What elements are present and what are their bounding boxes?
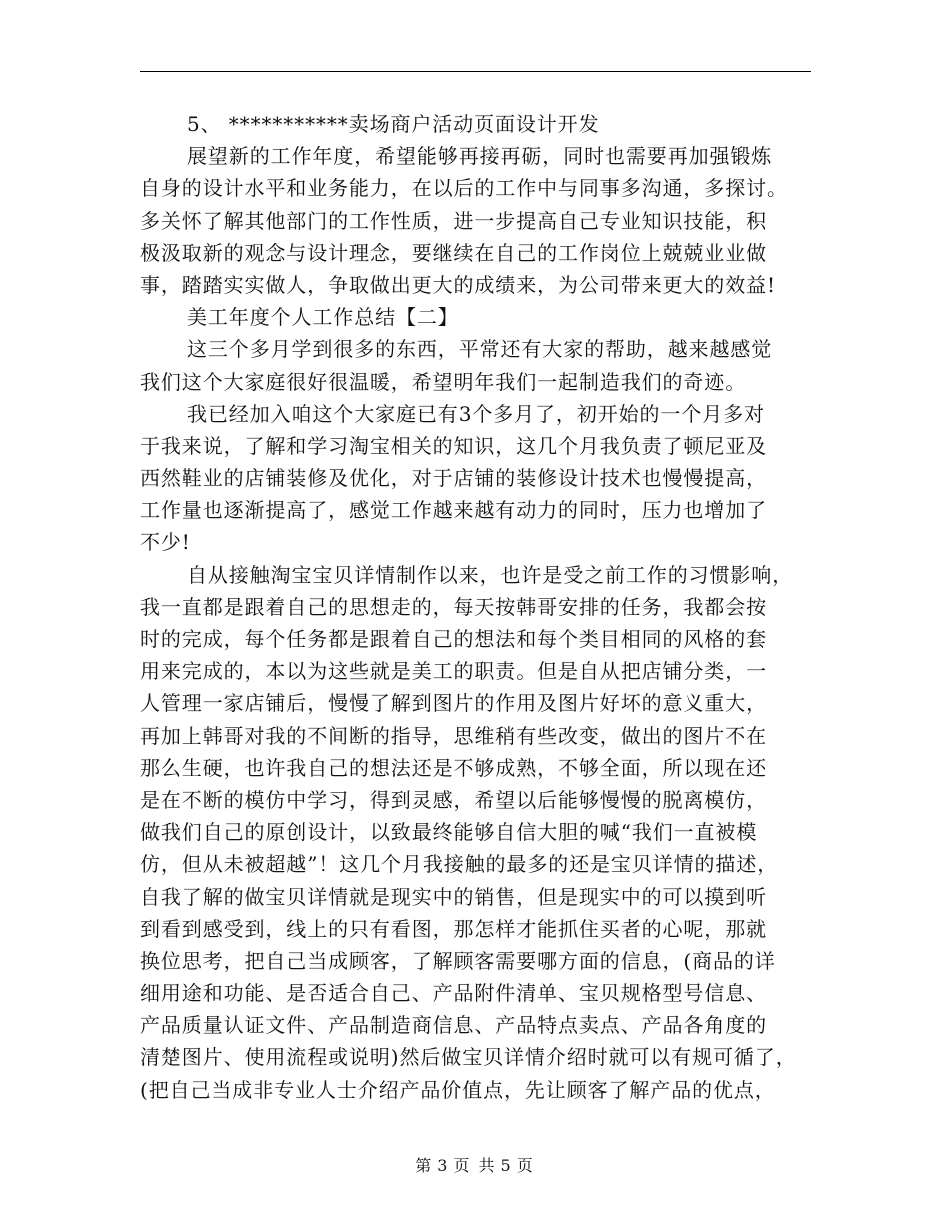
text-line: (把自己当成非专业人士介绍产品价值点，先让顾客了解产品的优点， bbox=[140, 1077, 776, 1102]
text-line: 事，踏踏实实做人，争取做出更大的成绩来，为公司带来更大的效益! bbox=[140, 272, 776, 297]
text-line: 自身的设计水平和业务能力，在以后的工作中与同事多沟通，多探讨。 bbox=[140, 176, 788, 201]
text-line: 是在不断的模仿中学习，得到灵感，希望以后能够慢慢的脱离模仿， bbox=[140, 787, 767, 812]
text-line: 到看到感受到，线上的只有看图，那怎样才能抓住买者的心呢，那就 bbox=[140, 916, 767, 941]
text-line: 展望新的工作年度，希望能够再接再砺，同时也需要再加强锻炼 bbox=[187, 144, 773, 169]
page-footer bbox=[0, 1153, 950, 1176]
text-line: 用来完成的，本以为这些就是美工的职责。但是自从把店铺分类，一 bbox=[140, 659, 767, 684]
text-line: 产品质量认证文件、产品制造商信息、产品特点卖点、产品各角度的 bbox=[140, 1013, 767, 1038]
page-total: 5 bbox=[500, 1156, 513, 1175]
text-line: 清楚图片、使用流程或说明)然后做宝贝详情介绍时就可以有规可循了， bbox=[140, 1045, 797, 1070]
page-prefix: 第 bbox=[415, 1156, 434, 1175]
header-rule bbox=[140, 71, 811, 72]
text-line: 不少! bbox=[140, 530, 191, 555]
text-line: 西然鞋业的店铺装修及优化，对于店铺的装修设计技术也慢慢提高， bbox=[140, 466, 767, 491]
document-body bbox=[140, 108, 830, 1106]
text-line: 多关怀了解其他部门的工作性质，进一步提高自己专业知识技能，积 bbox=[140, 208, 767, 233]
text-line: 我一直都是跟着自己的思想走的，每天按韩哥安排的任务，我都会按 bbox=[140, 594, 767, 619]
text-line: 于我来说，了解和学习淘宝相关的知识，这几个月我负责了顿尼亚及 bbox=[140, 433, 767, 458]
text-line: 我们这个大家庭很好很温暖，希望明年我们一起制造我们的奇迹。 bbox=[140, 369, 747, 394]
page-mid: 页 共 bbox=[453, 1156, 497, 1175]
page-current: 3 bbox=[437, 1156, 450, 1175]
text-line: 5、 ***********卖场商户活动页面设计开发 bbox=[187, 112, 600, 136]
text-line: 自我了解的做宝贝详情就是现实中的销售，但是现实中的可以摸到听 bbox=[140, 884, 767, 909]
text-line: 细用途和功能、是否适合自己、产品附件清单、宝贝规格型号信息、 bbox=[140, 981, 767, 1006]
text-line: 我已经加入咱这个大家庭已有3个多月了，初开始的一个月多对 bbox=[187, 401, 765, 426]
text-line: 做我们自己的原创设计，以致最终能够自信大胆的喊“我们一直被模 bbox=[140, 820, 758, 845]
text-line: 那么生硬，也许我自己的想法还是不够成熟，不够全面，所以现在还 bbox=[140, 755, 767, 780]
text-line: 自从接触淘宝宝贝详情制作以来，也许是受之前工作的习惯影响， bbox=[187, 562, 794, 587]
text-line: 再加上韩哥对我的不间断的指导，思维稍有些改变，做出的图片不在 bbox=[140, 723, 767, 748]
text-line: 美工年度个人工作总结【二】 bbox=[187, 305, 459, 330]
text-line: 这三个多月学到很多的东西，平常还有大家的帮助，越来越感觉 bbox=[187, 337, 773, 362]
text-line: 仿，但从未被超越”！这几个月我接触的最多的还是宝贝详情的描述， bbox=[140, 852, 779, 877]
text-line: 换位思考，把自己当成顾客，了解顾客需要哪方面的信息，(商品的详 bbox=[140, 948, 776, 973]
text-line: 时的完成，每个任务都是跟着自己的想法和每个类目相同的风格的套 bbox=[140, 627, 767, 651]
page-suffix: 页 bbox=[516, 1156, 535, 1175]
text-line: 极汲取新的观念与设计理念，要继续在自己的工作岗位上兢兢业业做 bbox=[140, 240, 767, 265]
text-line: 工作量也逐渐提高了，感觉工作越来越有动力的同时，压力也增加了 bbox=[140, 498, 767, 523]
text-line: 人管理一家店铺后，慢慢了解到图片的作用及图片好坏的意义重大， bbox=[140, 691, 767, 716]
